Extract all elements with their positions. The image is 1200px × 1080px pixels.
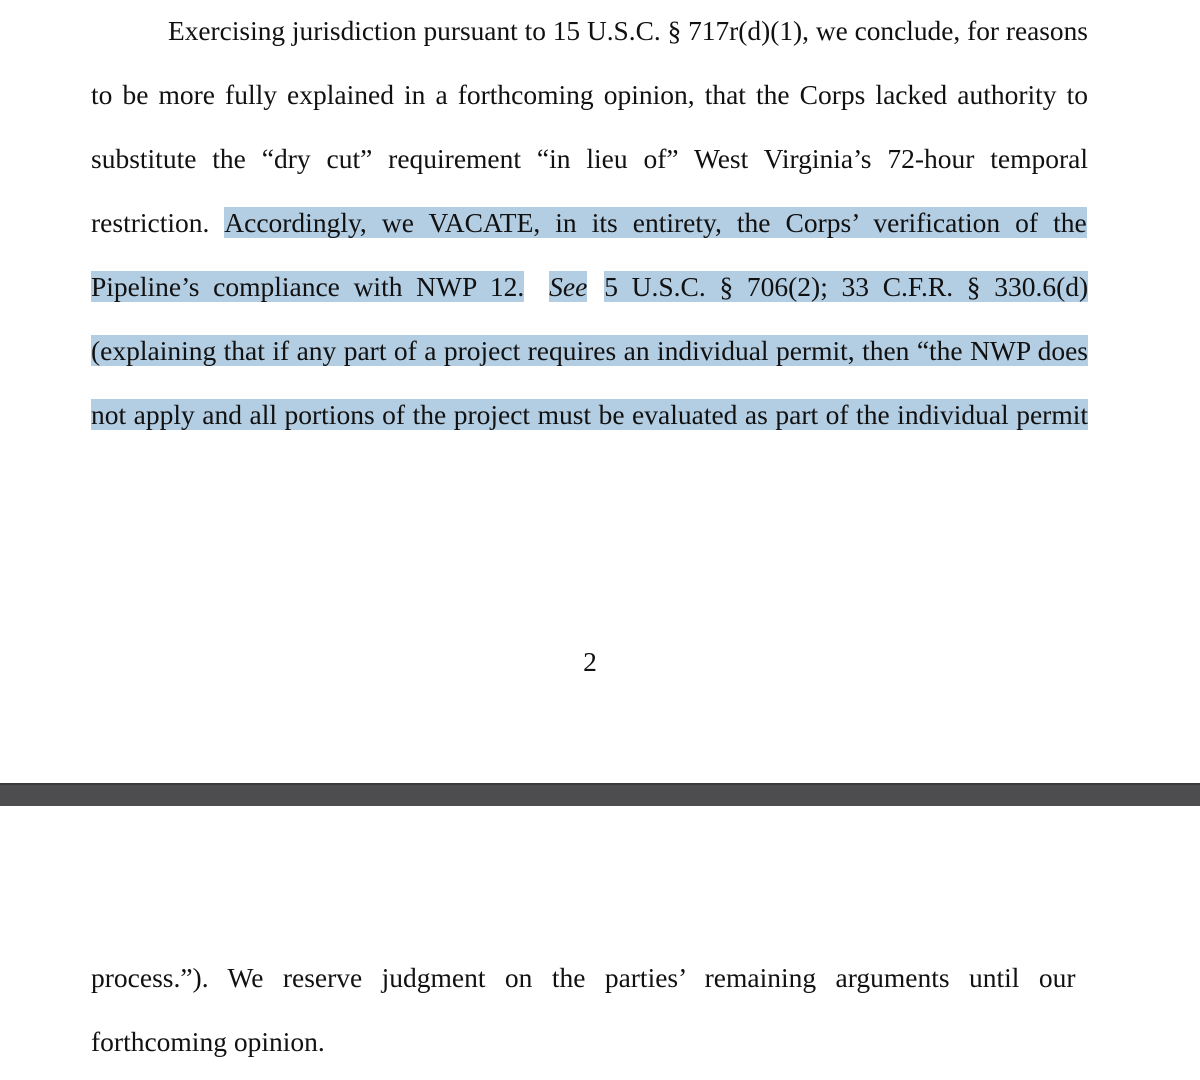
page-number: 2 bbox=[583, 646, 597, 677]
paragraph-line-9[interactable] bbox=[91, 1022, 1088, 1062]
selected-citation-signal[interactable]: See bbox=[549, 271, 588, 302]
paragraph-line-1[interactable] bbox=[168, 11, 1088, 51]
line-text[interactable]: to be more fully explained in a forthcoming opinion, that the Corps lacked authority to bbox=[91, 79, 1088, 110]
selected-text[interactable]: not apply and all portions of the project must be evaluated as part of the individual permit bbox=[91, 399, 1088, 430]
paragraph-line-5[interactable] bbox=[91, 267, 1088, 307]
selected-text[interactable]: Accordingly, we VACATE, in its entirety, the Corps’ verification of the bbox=[224, 207, 1087, 238]
line-text[interactable]: forthcoming opinion. bbox=[91, 1026, 325, 1057]
paragraph-line-7[interactable] bbox=[91, 395, 1088, 435]
paragraph-line-8[interactable] bbox=[91, 958, 1088, 998]
document-page-3 bbox=[0, 806, 1200, 1080]
paragraph-line-3[interactable] bbox=[91, 139, 1088, 179]
line-text[interactable]: substitute the “dry cut” requirement “in lieu of” West Virginia’s 72-hour temporal bbox=[91, 143, 1088, 174]
line-text[interactable]: restriction. bbox=[91, 207, 210, 238]
selected-citation[interactable]: 5 U.S.C. § 706(2); 33 C.F.R. § 330.6(d) bbox=[604, 271, 1089, 302]
selected-text[interactable]: Pipeline’s compliance with NWP 12. bbox=[91, 271, 525, 302]
line-text[interactable]: process.”). We reserve judgment on the parties’ remaining arguments until our bbox=[91, 962, 1076, 993]
paragraph-line-4[interactable] bbox=[91, 203, 1088, 243]
selected-text[interactable]: (explaining that if any part of a project requires an individual permit, then “the NWP does bbox=[91, 335, 1088, 366]
line-text[interactable]: Exercising jurisdiction pursuant to 15 U.S.C. § 717r(d)(1), we conclude, for reasons bbox=[168, 15, 1088, 46]
paragraph-line-2[interactable] bbox=[91, 75, 1088, 115]
paragraph-line-6[interactable] bbox=[91, 331, 1088, 371]
page-separator bbox=[0, 783, 1200, 806]
